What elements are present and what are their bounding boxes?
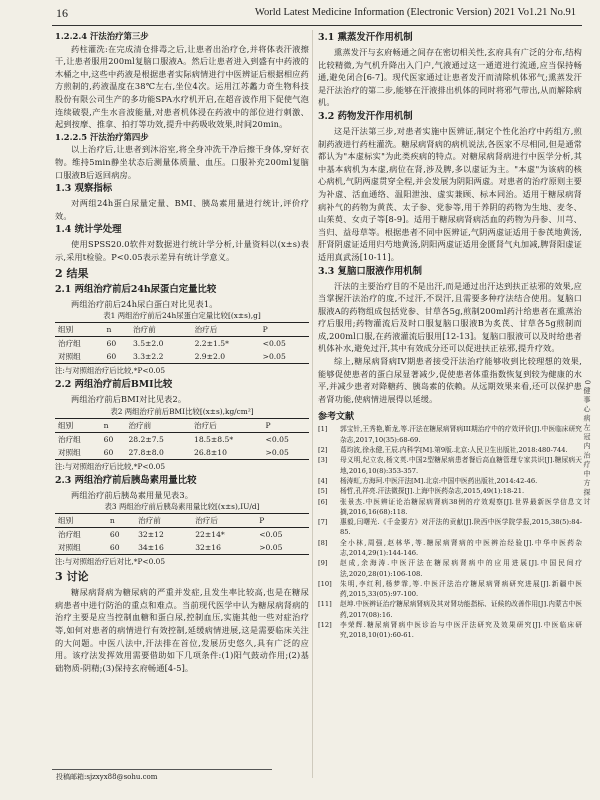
section-title: 2.1 两组治疗前后24h尿蛋白定量比较	[55, 283, 217, 295]
table-cell: >0.05	[263, 446, 309, 460]
table-row	[55, 350, 309, 364]
table-2	[55, 418, 309, 460]
column-divider	[312, 30, 313, 778]
reference-item: [1] 郭宝针,王秀艳,靳龙,等.汗法在糖尿病肾病III期治疗中的疗效评价[J].中医临床研究杂志,2017,10(35):68-69.	[318, 425, 582, 444]
paragraph: 这是汗法第三步,对患者实施中医辨证,制定个性化治疗中药组方,煎制药液进行药柱灌洗。糖尿病肾病的病机说法,各医家不尽相同,但是通常都认为"本虚标实"为此类疾病的特点。对糖尿病肾病进行中医学分析,其中基本病机为本虚,病位在肾,涉及脾,多以虚证为主。"本虚"为该病的核心病机,气阴两虚贯穿全程,并会发展为阴阳两虚。对患者的治疗原则主要为补虚、活血通络、温阳泄浊、虚实兼顾、标本同治。适用于糖尿病肾病补气的药物为黄芪、太子参、党参等,用于养阴的药物为生地、麦冬、山茱萸、女贞子等[8-9]。适用于糖尿病肾病活血的药物为丹参、川芎、当归、益母草等。根据患者不同中医辨证,气阴两虚证适用于参芪地黄汤,肝肾阴虚证适用归芍地黄汤,阴阳两虚证适用金匮肾气丸加减,脾肾阳虚证适用真武汤[10-11]。	[318, 125, 582, 262]
table-cell: >0.05	[256, 541, 309, 555]
table-cell: 对照组	[55, 446, 101, 460]
table-cell: 60	[103, 434, 114, 444]
adjacent-page-edge-text: 0 健 事 心 病 左 冠 内 治 疗 中 方 探 讨	[583, 380, 591, 505]
reference-item: [12] 李荣辉.糖尿病肾病中医诊治与中医汗法研究及效果研究[J].中医临床研究,2018,10(01):60-61.	[318, 621, 582, 640]
table-header: P	[260, 323, 309, 337]
table-cell: 对照组	[55, 350, 104, 364]
table-cell: 治疗组	[58, 530, 81, 540]
section-title: 1.4 统计学处理	[55, 224, 122, 236]
section-title: 3.2 药物发汗作用机制	[318, 110, 413, 122]
table-1	[55, 322, 309, 364]
right-column	[318, 30, 582, 641]
table-cell: 60	[109, 530, 120, 540]
footer-rule	[52, 769, 272, 770]
table-cell: 60	[107, 541, 135, 555]
section-heading: 3 讨论	[55, 570, 89, 584]
reference-item: [4] 杨涛虹,方海珂.中医汗法[M].北京:中国中医药出版社,2014:42-46.	[318, 476, 538, 485]
page-header	[0, 0, 600, 26]
paragraph: 对两组24h蛋白尿量定量、BMI、胰岛素用量进行统计,评价疗效。	[55, 198, 309, 221]
table-header: 治疗前	[135, 514, 192, 528]
table-note: 注:与对照组治疗后比较,*P<0.05	[55, 461, 166, 471]
table-cell: <0.05	[259, 530, 283, 540]
table-cell: 18.5±8.5*	[193, 434, 234, 444]
table-header: P	[263, 418, 309, 432]
table-3	[55, 513, 309, 555]
table-cell: 治疗组	[58, 339, 81, 349]
table-caption: 表2 两组治疗前后BMI比较[(x±s),kg/cm²]	[110, 406, 254, 416]
section-title: 3.3 复脑口服液作用机制	[318, 265, 422, 277]
reference-item: [9] 赵成,余海涛.中医汗法在糖尿病肾病中的应用进展[J].中国民间疗法,2020,28(01):106-108.	[318, 559, 582, 578]
table-header: n	[104, 323, 130, 337]
paragraph: 糖尿病肾病为糖尿病的严重并发症,且发生率比较高,也是在糖尿病患者中进行防治的重点和难点。当前现代医学中认为糖尿病肾病的治疗主要是应当控制血糖和蛋白尿,控制血压,实施其他一些对症治疗等,如何对患者的病情进行有效控制,延缓病情进展,这是需要临床关注的大问题。中医八法中,汗法排在首位,发展历史悠久,具有广泛的应用。该疗法发挥效用需要借助如下几项条件:(1)阳气鼓动作用;(2)基础物质-阴精;(3)保持玄府畅通[4-5]。	[55, 587, 309, 673]
table-header: 治疗后	[191, 418, 263, 432]
table-cell: 28.2±7.5	[128, 434, 164, 444]
paragraph: 药柱灌洗:在完成清仓排毒之后,让患者出治疗仓,并将体表汗液擦干,让患者服用200ml复脑口服液A。然后让患者进入到盛有中药液的木桶之中,这些中药液是根据患者实际病情进行中医辨证后根据相应药方煎制的,药液温度在38℃左右,坐位4次。运用江苏蠡力奇生物科技股份有限公司生产的多功能SPA水疗机开启,在超音波作用下促使气泡连续破裂,产生水音波能量,对患者机体浸在药液中的部位进行刺激、起到按摩、推拿、拍打等功效,提升中药吸收效果,时间20min。	[55, 43, 309, 130]
table-cell: 26.8±10	[191, 446, 263, 460]
table-cell: 3.5±2.0	[132, 339, 164, 349]
table-row	[55, 432, 309, 446]
section-title: 2.2 两组治疗前后BMI比较	[55, 379, 173, 391]
table-cell: 34±16	[135, 541, 192, 555]
reference-item: [7] 惠毅,闫曙光.《千金要方》对汗法的贡献[J].陕西中医学院学报,2015,38(5):84-85.	[318, 518, 582, 537]
paragraph: 熏蒸发汗与玄府畅通之间存在密切相关性,玄府具有广泛的分布,结构比较精微,为气机升降出入门户,气液通过这一通道进行流通,应当保持畅通,避免闭合[6-7]。现代医家通过让患者发汗而清除机体邪气;熏蒸发汗是汗法治疗的第二步,能够在汗液排出机体的同时将邪气带出,从而解除病机。	[318, 47, 582, 108]
table-header: 组别	[55, 418, 101, 432]
reference-item: [6] 张景杰.中医辨证论治糖尿病肾病38例的疗效观察[J].世界最新医学信息文摘,2016,16(68):118.	[318, 497, 582, 516]
table-cell: 60	[106, 339, 117, 349]
table-header: n	[107, 514, 135, 528]
table-header: 治疗前	[125, 418, 191, 432]
table-cell: <0.05	[265, 434, 289, 444]
section-title: 1.2.2.5 汗法治疗第四步	[55, 131, 149, 142]
reference-item: [8] 全小林,周强,赵林华,等.糖尿病肾病的中医辨治经验[J].中华中医药杂志,2014,29(1):144-146.	[318, 538, 582, 557]
section-title: 2.3 两组治疗前后胰岛素用量比较	[55, 474, 197, 486]
reference-item: [2] 葛均波,徐永健,王辰.内科学[M].第9版.北京:人民卫生出版社,2018:480-744.	[318, 446, 568, 455]
table-cell: 治疗组	[58, 434, 81, 444]
table-cell: 60	[104, 350, 130, 364]
paragraph: 两组治疗前后BMI对比见表2。	[71, 394, 187, 405]
footer-email: 投稿邮箱:sjzxyx88@sohu.com	[56, 773, 158, 781]
table-row	[55, 446, 309, 460]
paragraph: 使用SPSS20.0软件对数据进行统计学分析,计量资料以(x±s)表示,采用t检验。P<0.05表示差异有统计学意义。	[55, 239, 309, 262]
paragraph: 以上治疗后,让患者到沐浴室,将全身冲洗干净后擦干身体,穿好衣物。维持5min静坐状态后测量体质量、血压。口服补充200ml复脑口服液B后返回病房。	[55, 144, 309, 180]
journal-title: World Latest Medicine Information (Electronic Version) 2021 Vo1.21 No.91	[254, 7, 576, 18]
table-row	[55, 337, 309, 351]
section-title: 1.2.2.4 汗法治疗第三步	[55, 31, 149, 41]
table-note: 注:与对照组治疗后比较,*P<0.05	[55, 366, 166, 376]
table-cell: 2.9±2.0	[192, 350, 260, 364]
table-header: 治疗后	[192, 514, 256, 528]
table-header: 治疗后	[192, 323, 260, 337]
table-header: n	[101, 418, 126, 432]
table-caption: 表1 两组治疗前后24h尿蛋白定量比较[(x±s),g]	[103, 311, 261, 321]
table-row	[55, 528, 309, 542]
table-cell: 32±12	[138, 530, 164, 540]
table-cell: 60	[101, 446, 126, 460]
table-header: P	[256, 514, 309, 528]
reference-item: [3] 母义明,纪立农,杨文英.中国2型糖尿病患者餐后高血糖管理专家共识[J].糖尿病天地,2016,10(8):353-357.	[318, 456, 582, 475]
table-cell: 3.3±2.2	[130, 350, 192, 364]
table-cell: 22±14*	[195, 530, 225, 540]
table-row	[55, 541, 309, 555]
table-cell: 32±16	[192, 541, 256, 555]
references-title: 参考文献	[318, 412, 355, 423]
page-number: 16	[56, 6, 68, 20]
header-rule	[52, 25, 582, 26]
table-cell: 27.8±8.0	[125, 446, 191, 460]
table-header: 组别	[55, 514, 107, 528]
table-caption: 表3 两组治疗前后胰岛素用量比较[(x±s),IU/d]	[104, 502, 260, 512]
left-column	[55, 30, 309, 674]
section-heading: 2 结果	[55, 266, 89, 280]
reference-item: [5] 杨哲,孔祥亮.汗法微探[J].上海中医药杂志,2015,49(1):18-21.	[318, 487, 525, 496]
table-header: 治疗前	[130, 323, 192, 337]
section-title: 1.3 观察指标	[55, 183, 113, 195]
section-title: 3.1 熏蒸发汗作用机制	[318, 32, 413, 43]
table-note: 注:与对照组治疗后对比,*P<0.05	[55, 557, 166, 567]
table-header: 组别	[55, 323, 104, 337]
paragraph: 两组治疗前后24h尿白蛋白对比见表1。	[71, 298, 218, 309]
paragraph: 两组治疗前后胰岛素用量见表3。	[71, 489, 194, 500]
paragraph: 汗法的主要治疗目的不是出汗,而是通过出汗达到扶正祛邪的效果,应当掌握汗法治疗的度,不过汗,不误汗,且需要多种疗法结合使用。复脑口服液A的药物组成包括党参、甘草各5g,煎制200ml药汁给患者在熏蒸治疗后服用;药物灌流后及时口服复脑口服液B为炙芪、甘草各5g煎制而成,200ml口服,在药液灌流后服用[12-13]。复脑口服液可以及时给患者机体补水,避免过汗,其中有效成分还可以促进扶正祛邪,提升疗效。	[318, 280, 582, 354]
reference-list	[318, 424, 582, 640]
paragraph: 综上,糖尿病肾病IV期患者接受汗法治疗能够收到比较理想的效果,能够促使患者的蛋白尿显著减少,促使患者体重指数恢复到较为健康的水平,并减少患者对降糖药、胰岛素的依赖。从远期效果来看,还可以保护患者肾功能,使病情进展得以延缓。	[318, 356, 582, 404]
reference-item: [11] 赵坤.中医辨证治疗糖尿病肾病及其对肾功能指标、证候的改善作用[J].内蒙古中医药,2017(08):16.	[318, 600, 582, 619]
reference-item: [10] 朱明,李红利,杨梦霏,等.中医汗法治疗糖尿病肾病研究进展[J].新疆中医药,2015,33(05):97-100.	[318, 579, 582, 599]
table-cell: 2.2±1.5*	[194, 339, 229, 349]
table-cell: 对照组	[55, 541, 107, 555]
table-cell: <0.05	[262, 339, 286, 349]
table-cell: >0.05	[260, 350, 309, 364]
